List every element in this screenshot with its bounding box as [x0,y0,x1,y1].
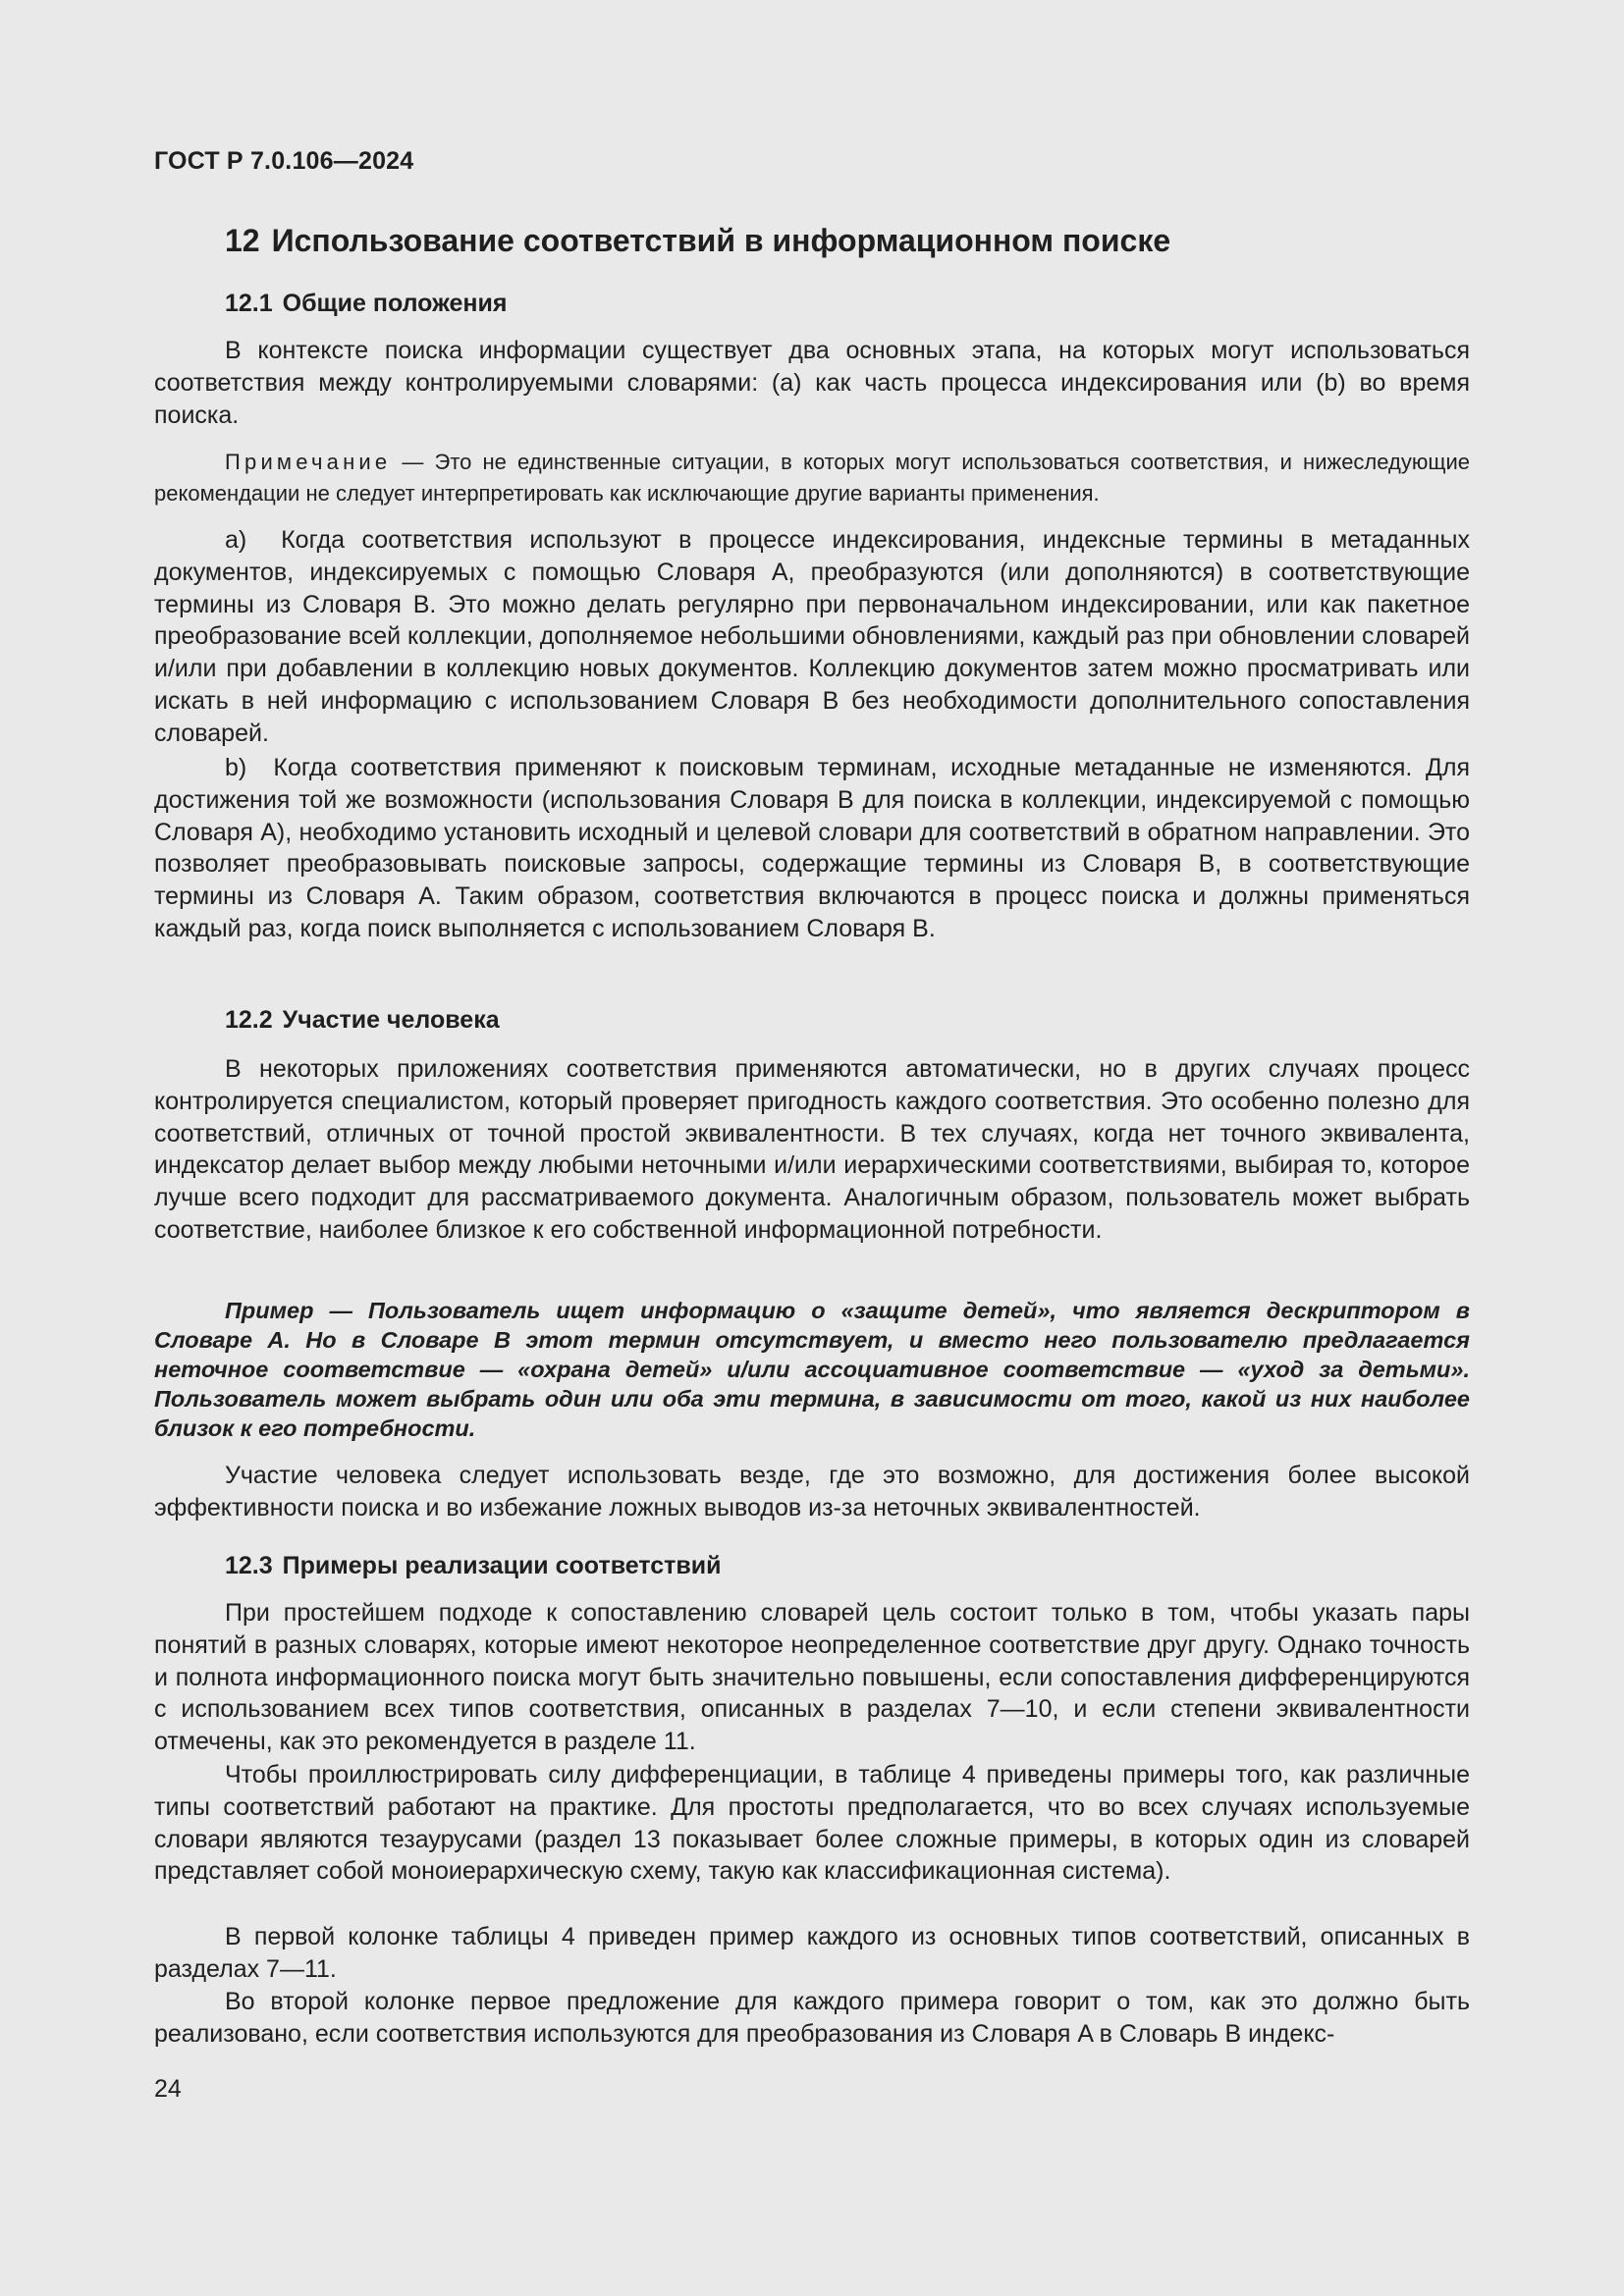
subsection-number: 12.3 [225,1552,273,1579]
subsection-title: Общие положения [282,290,508,317]
paragraph-human-recommendation: Участие человека следует использовать везде, где это возможно, для достижения более высокой эффективности поиска и во избежание ложных выводов из-за неточных эквивалентностей. [154,1462,1470,1522]
paragraph-differentiation: Чтобы проиллюстрировать силу дифференциации, в таблице 4 приведены примеры того, как различные типы соответствий работают на практике. Для простоты предполагается, что во всех случаях используемые словари являются тезаурусами (раздел 13 показывает более сложные примеры, в которых один из словарей представляет собой моноиерархическую схему, такую как классификационная система). [154,1761,1470,1886]
subsection-heading-12-2 [225,1006,500,1035]
note-label: Примечание [225,450,392,474]
section-number: 12 [225,223,260,258]
paragraph-human-participation: В некоторых приложениях соответствия применяются автоматически, но в других случаях процесс контролируется специалистом, который проверяет пригодность каждого соответствия. Это особенно полезно для соответствий, отличных от точной простой эквивалентности. В тех случаях, когда нет точного эквивалента, индексатор делает выбор между любыми неточными и/или иерархическими соответствиями, выбирая то, которое лучше всего подходит для рассматриваемого документа. Аналогичным образом, пользователь может выбрать соответствие, наиболее близкое к его собственной информационной потребности. [154,1055,1470,1244]
paragraph-second-column: Во второй колонке первое предложение для каждого примера говорит о том, как это должно быть реализовано, если соответствия используются для преобразования из Словаря A в Словарь B индекс- [154,1988,1470,2048]
list-item-b: b) Когда соответствия применяют к поисковым терминам, исходные метаданные не изменяются. Для достижения той же возможности (использования Словаря B для поиска в коллекции, индексируемой с помощью Словаря A), необходимо установить исходный и целевой словари для соответствий в обратном направлении. Это позволяет преобразовывать поисковые запросы, содержащие термины из Словаря B, в соответствующие термины из Словаря A. Таким образом, соответствия включаются в процесс поиска и должны применяться каждый раз, когда поиск выполняется с использованием Словаря B. [154,754,1470,942]
note-paragraph [154,447,1470,508]
note-text: — Это не единственные ситуации, в которых могут использоваться соответствия, и нижеследующие рекомендации не следует интерпретировать как исключающие другие варианты применения. [154,450,1470,506]
list-item-a: a) Когда соответствия используют в процессе индексирования, индексные термины в метаданных документов, индексируемых с помощью Словаря A, преобразуются (или дополняются) в соответствующие термины из Словаря B. Это можно делать регулярно при первоначальном индексировании, или как пакетное преобразование всей коллекции, дополняемое небольшими обновлениями, каждый раз при обновлении словарей и/или при добавлении в коллекцию новых документов. Коллекцию документов затем можно просматривать или искать в ней информацию с использованием Словаря B без необходимости дополнительного сопоставления словарей. [154,526,1470,747]
standard-header: ГОСТ Р 7.0.106—2024 [154,147,414,175]
section-title: Использование соответствий в информационном поиске [271,223,1171,258]
paragraph-search-stages: В контексте поиска информации существует два основных этапа, на которых могут использоваться соответствия между контролируемыми словарями: (a) как часть процесса индексирования или (b) во время поиска. [154,337,1470,429]
subsection-heading-12-3 [225,1552,721,1580]
subsection-title: Участие человека [282,1006,500,1034]
example-paragraph: Пример — Пользователь ищет информацию о «защите детей», что является дескриптором в Словаре A. Но в Словаре B этот термин отсутствует, и вместо него пользователю предлагается неточное соответствие — «охрана детей» и/или ассоциативное соответствие — «уход за детьми». Пользователь может выбрать один или оба эти термина, в зависимости от того, какой из них наиболее близок к его потребности. [154,1298,1470,1441]
subsection-heading-12-1 [225,290,507,318]
subsection-number: 12.2 [225,1006,273,1034]
section-heading [225,223,1170,259]
paragraph-first-column: В первой колонке таблицы 4 приведен пример каждого из основных типов соответствий, описанных в разделах 7—11. [154,1923,1470,1983]
paragraph-simple-approach: При простейшем подходе к сопоставлению словарей цель состоит только в том, чтобы указать пары понятий в разных словарях, которые имеют некоторое неопределенное соответствие друг другу. Однако точность и полнота информационного поиска могут быть значительно повышены, если сопоставления дифференцируются с использованием всех типов соответствия, описанных в разделах 7—10, и если степени эквивалентности отмечены, как это рекомендуется в разделе 11. [154,1599,1470,1756]
subsection-number: 12.1 [225,290,273,317]
subsection-title: Примеры реализации соответствий [282,1552,722,1579]
page-number: 24 [154,2075,182,2103]
